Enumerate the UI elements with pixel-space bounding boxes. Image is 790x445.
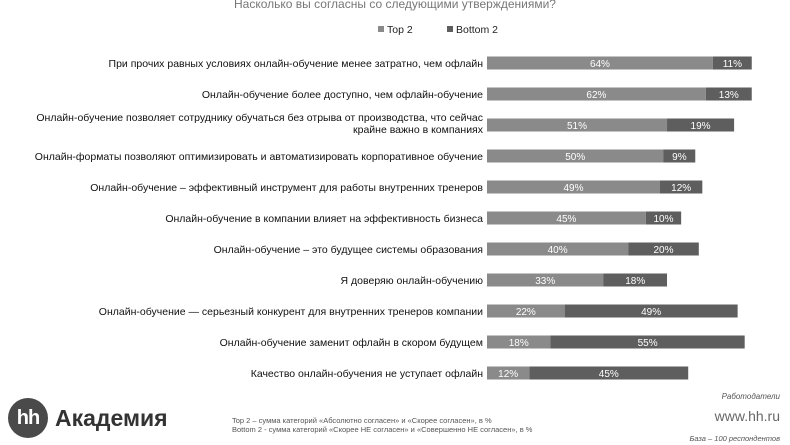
legend-label-0: Top 2 (387, 24, 413, 36)
category-label-6: Онлайн-обучение – это будущее системы образования (213, 244, 483, 256)
data-label-bottom2-0: 11% (722, 59, 742, 70)
site-link[interactable]: www.hh.ru (714, 408, 780, 424)
data-label-top2-4: 49% (563, 183, 584, 194)
category-label-7: Я доверяю онлайн-обучению (340, 275, 483, 287)
category-label-5: Онлайн-обучение в компании влияет на эффективность бизнеса (165, 213, 483, 225)
data-label-top2-2: 51% (567, 121, 588, 132)
data-label-top2-10: 12% (498, 369, 519, 380)
data-label-bottom2-7: 18% (625, 276, 646, 287)
legend-swatch-1 (447, 26, 453, 32)
category-label-8: Онлайн-обучение — серьезный конкурент для внутренних тренеров компании (98, 306, 483, 318)
data-label-top2-1: 62% (586, 90, 607, 101)
category-label-10: Качество онлайн-обучения не уступает офлайн (250, 368, 483, 380)
footnote-top2: Top 2 – сумма категорий «Абсолютно согласен» и «Скорее согласен», в % (232, 416, 492, 425)
base-note: База – 100 респондентов (689, 434, 780, 443)
hh-logo-icon: hh (8, 398, 48, 438)
data-label-top2-6: 40% (547, 245, 568, 256)
category-label-1: Онлайн-обучение более доступно, чем офлайн-обучение (201, 89, 483, 101)
category-label-2-0: Онлайн-обучение позволяет сотруднику обучаться без отрыва от производства, что сейчас (36, 112, 483, 124)
category-label-2-1: крайне важно в компаниях (353, 124, 483, 136)
logo-text: Академия (55, 404, 168, 431)
data-label-bottom2-2: 19% (690, 121, 711, 132)
logo (8, 398, 168, 438)
data-label-bottom2-6: 20% (653, 245, 674, 256)
data-label-bottom2-10: 45% (598, 369, 619, 380)
footnotes (232, 416, 552, 434)
data-label-bottom2-3: 9% (672, 152, 687, 163)
data-label-bottom2-4: 12% (671, 183, 692, 194)
category-label-4: Онлайн-обучение – эффективный инструмент для работы внутренних тренеров (90, 182, 483, 194)
data-label-bottom2-5: 10% (653, 214, 674, 225)
data-label-top2-5: 45% (556, 214, 577, 225)
data-label-bottom2-9: 55% (637, 338, 658, 349)
data-label-top2-3: 50% (565, 152, 586, 163)
source-label: Работодатели (721, 392, 780, 401)
data-label-top2-8: 22% (515, 307, 536, 318)
footnote-bottom2: Bottom 2 - сумма категорий «Скорее НЕ согласен» и «Совершенно НЕ согласен», в % (232, 425, 533, 434)
data-label-bottom2-8: 49% (641, 307, 662, 318)
legend-swatch-0 (378, 26, 384, 32)
legend-label-1: Bottom 2 (456, 24, 499, 36)
data-label-bottom2-1: 13% (718, 90, 739, 101)
data-label-top2-9: 18% (508, 338, 529, 349)
category-label-9: Онлайн-обучение заменит офлайн в скором будущем (219, 337, 483, 349)
category-label-0: При прочих равных условиях онлайн-обучение менее затратно, чем офлайн (108, 58, 483, 70)
data-label-top2-0: 64% (589, 59, 610, 70)
category-label-3: Онлайн-форматы позволяют оптимизировать и автоматизировать корпоративное обучение (34, 151, 483, 163)
chart-title: Насколько вы согласны со следующими утверждениями? (234, 0, 556, 11)
data-label-top2-7: 33% (535, 276, 556, 287)
